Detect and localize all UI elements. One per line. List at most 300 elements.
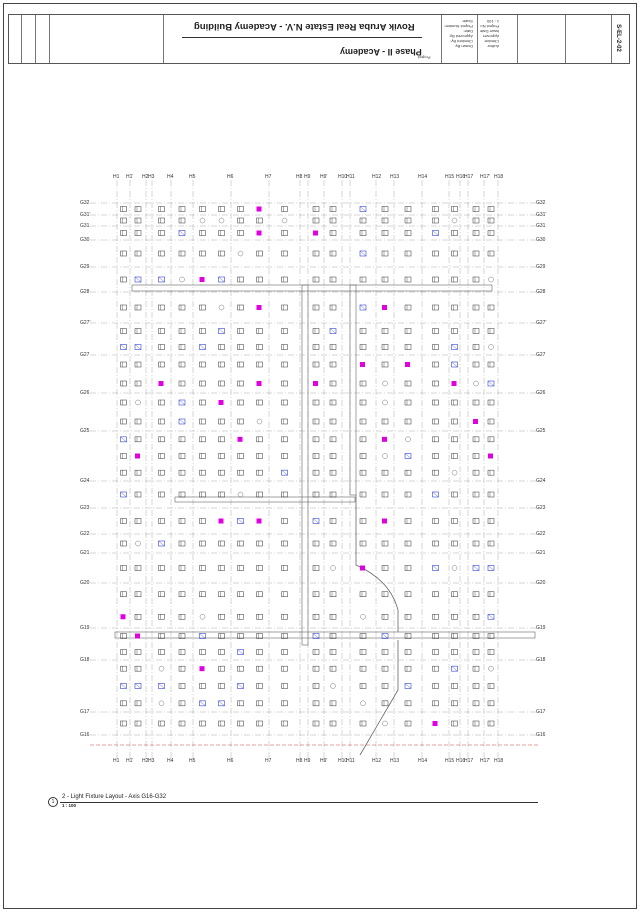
- light-fixture: [219, 566, 225, 571]
- light-fixture: [135, 362, 141, 367]
- light-fixture: [405, 721, 411, 726]
- light-fixture: [488, 541, 494, 546]
- row-label-left: G24: [80, 478, 90, 484]
- light-fixture: [452, 519, 458, 524]
- info-labels: Drawn By: Checked By: Approved By: Date: Project Number: Scale:: [444, 19, 473, 49]
- exit-sign: [433, 721, 438, 726]
- title-block-cell: [517, 15, 565, 63]
- light-fixture: [488, 721, 494, 726]
- light-fixture: [200, 566, 206, 571]
- light-fixture: [282, 345, 288, 350]
- light-fixture: [219, 362, 225, 367]
- light-fixture: [488, 207, 494, 212]
- light-fixture: [257, 701, 263, 706]
- row-label-left: G22: [80, 531, 90, 537]
- light-fixture: [360, 277, 366, 282]
- row-label-right: G19: [536, 625, 546, 631]
- light-fixture: [488, 650, 494, 655]
- light-fixture: [360, 400, 366, 405]
- light-fixture: [433, 329, 439, 334]
- light-fixture: [405, 218, 411, 223]
- light-fixture: [159, 614, 165, 619]
- light-fixture: [257, 437, 263, 442]
- light-fixture: [257, 470, 263, 475]
- emergency-fixture-detail: [135, 345, 141, 350]
- light-fixture: [360, 519, 366, 524]
- light-fixture: [330, 470, 336, 475]
- project-title-cell: [163, 15, 441, 63]
- light-fixture: [488, 470, 494, 475]
- emergency-fixture-detail: [488, 566, 494, 571]
- light-fixture: [452, 492, 458, 497]
- light-fixture: [219, 454, 225, 459]
- phase-title: Phase II - Academy: [340, 47, 422, 57]
- project-label: Project: [418, 55, 431, 60]
- light-fixture: [452, 329, 458, 334]
- row-label-left: G17: [80, 709, 90, 715]
- light-fixture: [179, 614, 185, 619]
- light-fixture: [360, 345, 366, 350]
- light-fixture: [405, 650, 411, 655]
- light-fixture: [200, 329, 206, 334]
- light-fixture: [121, 566, 127, 571]
- exit-sign: [135, 634, 140, 639]
- sheet-number: S-EL-2-02: [614, 24, 621, 52]
- light-fixture: [433, 218, 439, 223]
- light-fixture: [121, 419, 127, 424]
- light-fixture: [135, 218, 141, 223]
- row-label-right: G32: [536, 200, 546, 206]
- light-fixture: [200, 381, 206, 386]
- light-fixture: [282, 566, 288, 571]
- light-fixture: [135, 492, 141, 497]
- light-fixture: [257, 541, 263, 546]
- light-fixture: [200, 305, 206, 310]
- light-fixture: [313, 492, 319, 497]
- light-fixture: [219, 684, 225, 689]
- detector: [489, 277, 494, 282]
- row-label-right: G27: [536, 352, 546, 358]
- exit-sign: [313, 231, 318, 236]
- row-label-left: G31': [80, 212, 91, 218]
- exit-sign: [219, 400, 224, 405]
- column-label-bottom: H5: [189, 758, 196, 764]
- exit-sign: [473, 419, 478, 424]
- light-fixture: [313, 470, 319, 475]
- light-fixture: [121, 470, 127, 475]
- light-fixture: [452, 400, 458, 405]
- detector: [238, 251, 243, 256]
- light-fixture: [179, 592, 185, 597]
- light-fixture: [360, 381, 366, 386]
- light-fixture: [282, 329, 288, 334]
- light-fixture: [330, 251, 336, 256]
- light-fixture-layout-plan: [60, 170, 580, 770]
- column-label-top: H7: [265, 174, 272, 180]
- light-fixture: [382, 231, 388, 236]
- light-fixture: [488, 231, 494, 236]
- light-fixture: [473, 666, 479, 671]
- light-fixture: [282, 721, 288, 726]
- light-fixture: [433, 519, 439, 524]
- emergency-fixture-detail: [452, 666, 458, 671]
- column-label-top: H12: [372, 174, 382, 180]
- emergency-fixture-detail: [121, 492, 127, 497]
- column-label-top: H1': [126, 174, 134, 180]
- light-fixture: [135, 329, 141, 334]
- light-fixture: [488, 684, 494, 689]
- detector: [489, 345, 494, 350]
- exit-sign: [313, 381, 318, 386]
- light-fixture: [282, 519, 288, 524]
- light-fixture: [219, 381, 225, 386]
- exit-sign: [257, 381, 262, 386]
- light-fixture: [257, 218, 263, 223]
- light-fixture: [159, 218, 165, 223]
- column-label-top: H2: [142, 174, 149, 180]
- emergency-fixture-detail: [238, 684, 244, 689]
- detector: [159, 701, 164, 706]
- column-label-bottom: H7: [265, 758, 272, 764]
- exit-sign: [257, 207, 262, 212]
- light-fixture: [200, 492, 206, 497]
- emergency-fixture-detail: [282, 470, 288, 475]
- light-fixture: [330, 492, 336, 497]
- light-fixture: [452, 541, 458, 546]
- emergency-fixture-detail: [360, 207, 366, 212]
- light-fixture: [382, 218, 388, 223]
- light-fixture: [135, 614, 141, 619]
- light-fixture: [200, 400, 206, 405]
- column-label-bottom: H1': [126, 758, 134, 764]
- light-fixture: [238, 470, 244, 475]
- light-fixture: [179, 566, 185, 571]
- light-fixture: [282, 251, 288, 256]
- row-label-right: G16: [536, 732, 546, 738]
- column-label-top: H11: [346, 174, 355, 180]
- light-fixture: [159, 492, 165, 497]
- emergency-fixture-detail: [452, 362, 458, 367]
- column-label-bottom: H17: [464, 758, 474, 764]
- light-fixture: [473, 614, 479, 619]
- emergency-fixture-detail: [179, 400, 185, 405]
- light-fixture: [200, 362, 206, 367]
- exit-sign: [257, 305, 262, 310]
- column-label-top: H17': [480, 174, 491, 180]
- light-fixture: [159, 207, 165, 212]
- light-fixture: [135, 721, 141, 726]
- emergency-fixture-detail: [121, 437, 127, 442]
- detector: [489, 666, 494, 671]
- light-fixture: [360, 721, 366, 726]
- light-fixture: [330, 592, 336, 597]
- corridor: [175, 497, 355, 502]
- light-fixture: [179, 519, 185, 524]
- light-fixture: [488, 400, 494, 405]
- light-fixture: [257, 329, 263, 334]
- light-fixture: [473, 218, 479, 223]
- light-fixture: [179, 650, 185, 655]
- light-fixture: [179, 345, 185, 350]
- light-fixture: [488, 519, 494, 524]
- light-fixture: [282, 419, 288, 424]
- light-fixture: [238, 345, 244, 350]
- light-fixture: [313, 305, 319, 310]
- light-fixture: [405, 492, 411, 497]
- light-fixture: [473, 454, 479, 459]
- plan-drawing: [60, 170, 580, 770]
- light-fixture: [313, 541, 319, 546]
- emergency-fixture-detail: [159, 277, 165, 282]
- light-fixture: [452, 721, 458, 726]
- light-fixture: [360, 470, 366, 475]
- light-fixture: [382, 207, 388, 212]
- light-fixture: [179, 305, 185, 310]
- light-fixture: [238, 454, 244, 459]
- exit-sign: [488, 454, 493, 459]
- light-fixture: [219, 470, 225, 475]
- light-fixture: [473, 207, 479, 212]
- light-fixture: [313, 666, 319, 671]
- light-fixture: [360, 684, 366, 689]
- light-fixture: [452, 684, 458, 689]
- light-fixture: [360, 419, 366, 424]
- row-label-left: G28: [80, 289, 90, 295]
- row-label-left: G21: [80, 550, 90, 556]
- light-fixture: [200, 721, 206, 726]
- light-fixture: [179, 207, 185, 212]
- light-fixture: [238, 541, 244, 546]
- light-fixture: [257, 566, 263, 571]
- light-fixture: [433, 400, 439, 405]
- light-fixture: [135, 419, 141, 424]
- emergency-fixture-detail: [405, 454, 411, 459]
- light-fixture: [405, 207, 411, 212]
- view-number-bubble: 1: [48, 797, 58, 807]
- light-fixture: [313, 345, 319, 350]
- light-fixture: [330, 701, 336, 706]
- view-title-underline: [60, 802, 538, 803]
- column-label-top: H15: [445, 174, 455, 180]
- light-fixture: [179, 666, 185, 671]
- light-fixture: [452, 419, 458, 424]
- light-fixture: [179, 437, 185, 442]
- light-fixture: [405, 231, 411, 236]
- light-fixture: [473, 400, 479, 405]
- exit-sign: [159, 381, 164, 386]
- column-label-bottom: H3: [148, 758, 155, 764]
- emergency-fixture-detail: [200, 701, 206, 706]
- row-label-right: G23: [536, 505, 546, 511]
- light-fixture: [405, 666, 411, 671]
- emergency-fixture-detail: [179, 419, 185, 424]
- row-label-right: G17: [536, 709, 546, 715]
- light-fixture: [488, 329, 494, 334]
- light-fixture: [488, 492, 494, 497]
- light-fixture: [405, 277, 411, 282]
- light-fixture: [219, 345, 225, 350]
- light-fixture: [405, 592, 411, 597]
- exit-sign: [257, 519, 262, 524]
- column-label-top: H3: [148, 174, 155, 180]
- light-fixture: [159, 400, 165, 405]
- light-fixture: [433, 207, 439, 212]
- light-fixture: [330, 400, 336, 405]
- detector: [331, 566, 336, 571]
- light-fixture: [473, 362, 479, 367]
- light-fixture: [135, 701, 141, 706]
- light-fixture: [452, 454, 458, 459]
- light-fixture: [313, 701, 319, 706]
- light-fixture: [121, 454, 127, 459]
- light-fixture: [330, 381, 336, 386]
- light-fixture: [452, 701, 458, 706]
- detector: [383, 381, 388, 386]
- emergency-fixture-detail: [159, 541, 165, 546]
- light-fixture: [257, 721, 263, 726]
- light-fixture: [382, 345, 388, 350]
- emergency-fixture-detail: [313, 519, 319, 524]
- light-fixture: [121, 592, 127, 597]
- light-fixture: [159, 592, 165, 597]
- light-fixture: [330, 541, 336, 546]
- row-label-right: G31: [536, 223, 546, 229]
- exit-sign: [382, 519, 387, 524]
- exit-sign: [219, 519, 224, 524]
- light-fixture: [282, 666, 288, 671]
- light-fixture: [135, 381, 141, 386]
- light-fixture: [219, 419, 225, 424]
- light-fixture: [200, 437, 206, 442]
- light-fixture: [452, 231, 458, 236]
- light-fixture: [219, 492, 225, 497]
- light-fixture: [200, 251, 206, 256]
- emergency-fixture-detail: [179, 231, 185, 236]
- exit-sign: [360, 566, 365, 571]
- light-fixture: [433, 592, 439, 597]
- light-fixture: [282, 454, 288, 459]
- light-fixture: [433, 305, 439, 310]
- light-fixture: [382, 614, 388, 619]
- light-fixture: [282, 277, 288, 282]
- light-fixture: [135, 305, 141, 310]
- light-fixture: [473, 305, 479, 310]
- light-fixture: [313, 614, 319, 619]
- emergency-fixture-detail: [121, 345, 127, 350]
- light-fixture: [159, 437, 165, 442]
- detector: [257, 419, 262, 424]
- light-fixture: [452, 277, 458, 282]
- light-fixture: [121, 650, 127, 655]
- column-label-bottom: H15: [445, 758, 455, 764]
- detector: [383, 454, 388, 459]
- light-fixture: [238, 207, 244, 212]
- title-block-cell: [565, 15, 611, 63]
- emergency-fixture-detail: [433, 231, 439, 236]
- light-fixture: [330, 362, 336, 367]
- light-fixture: [360, 666, 366, 671]
- row-label-left: G18: [80, 657, 90, 663]
- light-fixture: [405, 305, 411, 310]
- light-fixture: [382, 650, 388, 655]
- corridor: [132, 285, 492, 291]
- light-fixture: [313, 566, 319, 571]
- light-fixture: [405, 345, 411, 350]
- light-fixture: [159, 362, 165, 367]
- exit-sign: [200, 277, 205, 282]
- column-label-bottom: H1: [113, 758, 120, 764]
- light-fixture: [238, 305, 244, 310]
- light-fixture: [488, 592, 494, 597]
- light-fixture: [488, 419, 494, 424]
- light-fixture: [473, 701, 479, 706]
- emergency-fixture-detail: [360, 251, 366, 256]
- light-fixture: [282, 381, 288, 386]
- light-fixture: [219, 251, 225, 256]
- column-label-top: H6: [227, 174, 234, 180]
- light-fixture: [121, 277, 127, 282]
- row-label-right: G18: [536, 657, 546, 663]
- light-fixture: [121, 400, 127, 405]
- light-fixture: [433, 684, 439, 689]
- light-fixture: [200, 454, 206, 459]
- light-fixture: [282, 684, 288, 689]
- emergency-fixture-detail: [433, 566, 439, 571]
- light-fixture: [159, 470, 165, 475]
- light-fixture: [219, 592, 225, 597]
- light-fixture: [282, 614, 288, 619]
- exit-sign: [452, 381, 457, 386]
- light-fixture: [433, 650, 439, 655]
- light-fixture: [121, 251, 127, 256]
- column-label-top: H8: [296, 174, 303, 180]
- detector: [383, 400, 388, 405]
- light-fixture: [200, 419, 206, 424]
- light-fixture: [121, 666, 127, 671]
- light-fixture: [219, 650, 225, 655]
- light-fixture: [121, 305, 127, 310]
- light-fixture: [257, 454, 263, 459]
- light-fixture: [330, 277, 336, 282]
- light-fixture: [159, 419, 165, 424]
- light-fixture: [179, 721, 185, 726]
- light-fixture: [452, 614, 458, 619]
- light-fixture: [488, 437, 494, 442]
- light-fixture: [330, 419, 336, 424]
- column-label-bottom: H8: [296, 758, 303, 764]
- light-fixture: [159, 345, 165, 350]
- column-label-bottom: H6: [227, 758, 234, 764]
- light-fixture: [433, 345, 439, 350]
- light-fixture: [330, 231, 336, 236]
- light-fixture: [382, 362, 388, 367]
- info-values: Author Checker Approver Issue Date Project No 1 : 100: [480, 19, 500, 49]
- column-label-bottom: H2: [142, 758, 149, 764]
- light-fixture: [238, 721, 244, 726]
- emergency-fixture-detail: [238, 519, 244, 524]
- light-fixture: [282, 492, 288, 497]
- light-fixture: [360, 231, 366, 236]
- light-fixture: [382, 566, 388, 571]
- light-fixture: [382, 251, 388, 256]
- light-fixture: [433, 437, 439, 442]
- light-fixture: [382, 419, 388, 424]
- light-fixture: [200, 684, 206, 689]
- detector: [383, 721, 388, 726]
- detector: [331, 684, 336, 689]
- row-label-left: G27': [80, 320, 91, 326]
- detector: [219, 305, 224, 310]
